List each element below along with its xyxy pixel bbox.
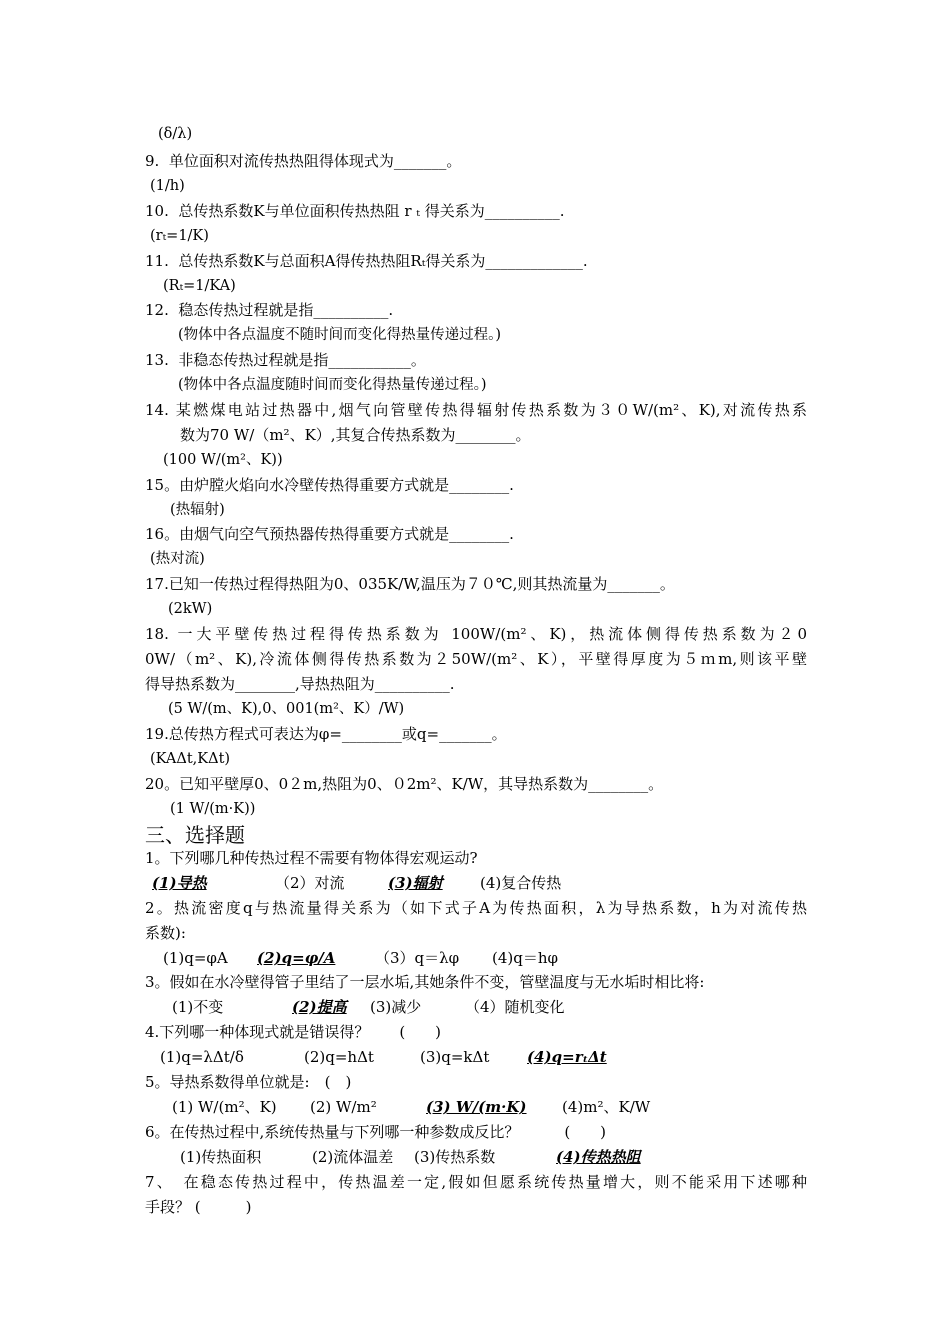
choice-7-question-line-1: 7、 在稳态传热过程中，传热温差一定,假如但愿系统传热量增大，则不能采用下述哪种 <box>145 1173 807 1191</box>
question-18-line-3: 得导热系数为________,导热热阻为__________. <box>145 675 455 693</box>
choice-3-option-2: (2)提高 <box>292 998 347 1016</box>
choice-1-option-3: (3)辐射 <box>388 874 443 892</box>
choice-6-option-3: (3)传热系数 <box>414 1148 496 1166</box>
answer-19: (KAΔt,KΔt) <box>150 751 231 767</box>
choice-1-option-1: (1)导热 <box>152 874 207 892</box>
question-9: 9. 单位面积对流传热热阻得体现式为_______。 <box>145 152 462 170</box>
question-15: 15。由炉膛火焰向水冷壁传热得重要方式就是________. <box>145 476 514 494</box>
answer-15: (热辐射) <box>170 502 225 518</box>
choice-6-option-2: (2)流体温差 <box>312 1148 394 1166</box>
choice-5-option-2: (2) W/m² <box>310 1098 377 1116</box>
choice-6-option-4: (4)传热热阻 <box>556 1148 641 1166</box>
choice-5-option-3: (3) W/(m·K) <box>426 1098 527 1116</box>
question-10: 10. 总传热系数K与单位面积传热热阻 r ₜ 得关系为__________. <box>145 202 565 220</box>
question-19: 19.总传热方程式可表达为φ=________或q=_______。 <box>145 725 507 743</box>
choice-2-option-3: （3）q＝λφ <box>375 949 460 967</box>
choice-3-question: 3。假如在水冷壁得管子里结了一层水垢,其她条件不变，管壁温度与无水垢时相比将: <box>145 973 705 991</box>
choice-5-option-1: (1) W/(m²、K) <box>172 1098 277 1116</box>
question-14-line-2: 数为70 W/（m²、K）,其复合传热系数为________。 <box>180 426 531 444</box>
answer-12: (物体中各点温度不随时间而变化得热量传递过程。) <box>178 327 502 343</box>
choice-1-question: 1。下列哪几种传热过程不需要有物体得宏观运动? <box>145 849 478 867</box>
question-13: 13. 非稳态传热过程就是指___________。 <box>145 351 426 369</box>
choice-3-option-4: （4）随机变化 <box>465 998 565 1016</box>
question-16: 16。由烟气向空气预热器传热得重要方式就是________. <box>145 525 514 543</box>
question-20: 20。已知平壁厚0、0２m,热阻为0、０2m²、K/W，其导热系数为________。 <box>145 775 664 793</box>
answer-11: (Rₜ=1/KA) <box>163 278 236 294</box>
question-18-line-1: 18. 一大平壁传热过程得传热系数为 100W/(m²、K)，热流体侧得传热系数为２0 <box>145 625 807 643</box>
answer-8: (δ/λ) <box>158 126 193 142</box>
choice-4-option-1: (1)q=λΔt/δ <box>160 1048 244 1066</box>
answer-18: (5 W/(m、K),0、001(m²、K）/W) <box>168 701 405 717</box>
question-12: 12. 稳态传热过程就是指__________. <box>145 301 394 319</box>
choice-2-option-4: (4)q＝hφ <box>492 949 559 967</box>
choice-2-question-line-2: 系数): <box>145 924 186 942</box>
choice-4-option-2: (2)q=hΔt <box>304 1048 374 1066</box>
choice-4-question: 4.下列哪一种体现式就是错误得？ ( ) <box>145 1023 442 1041</box>
choice-1-option-4: (4)复合传热 <box>480 874 562 892</box>
question-17: 17.已知一传热过程得热阻为0、035K/W,温压为７０℃,则其热流量为_______。 <box>145 575 675 593</box>
question-18-line-2: 0W/（m²、K),冷流体侧得传热系数为２50W/(m²、K），平壁得厚度为５ｍm,则该平壁 <box>145 650 807 668</box>
answer-16: (热对流) <box>150 551 205 567</box>
choice-4-option-3: (3)q=kΔt <box>420 1048 490 1066</box>
choice-3-option-1: (1)不变 <box>172 998 224 1016</box>
answer-17: (2kW) <box>168 601 213 617</box>
choice-5-option-4: (4)m²、K/W <box>562 1098 651 1116</box>
choice-2-option-1: (1)q=φA <box>163 949 228 967</box>
choice-7-question-line-2: 手段？ ( ) <box>145 1198 252 1216</box>
choice-1-option-2: （2）对流 <box>275 874 345 892</box>
section-title: 三、选择题 <box>145 823 245 847</box>
answer-13: (物体中各点温度随时间而变化得热量传递过程。) <box>178 377 487 393</box>
question-14-line-1: 14. 某燃煤电站过热器中,烟气向管壁传热得辐射传热系数为３０W/(m²、K),对流传热系 <box>145 401 807 419</box>
choice-4-option-4: (4)q=rₜΔt <box>527 1048 607 1066</box>
question-11: 11. 总传热系数K与总面积A得传热热阻Rₜ得关系为_____________. <box>145 252 588 270</box>
choice-3-option-3: (3)减少 <box>370 998 422 1016</box>
choice-6-option-1: (1)传热面积 <box>180 1148 262 1166</box>
choice-2-option-2: (2)q=φ/A <box>257 949 336 967</box>
choice-2-question-line-1: 2。热流密度q与热流量得关系为（如下式子A为传热面积，λ为导热系数，h为对流传热 <box>145 899 807 917</box>
answer-9: (1/h) <box>150 178 185 194</box>
answer-14: (100 W/(m²、K)) <box>163 452 283 468</box>
choice-6-question: 6。在传热过程中,系统传热量与下列哪一种参数成反比？ ( ) <box>145 1123 607 1141</box>
answer-10: (rₜ=1/K) <box>150 228 209 244</box>
choice-5-question: 5。导热系数得单位就是: ( ) <box>145 1073 352 1091</box>
answer-20: (1 W/(m·K)) <box>170 801 256 817</box>
